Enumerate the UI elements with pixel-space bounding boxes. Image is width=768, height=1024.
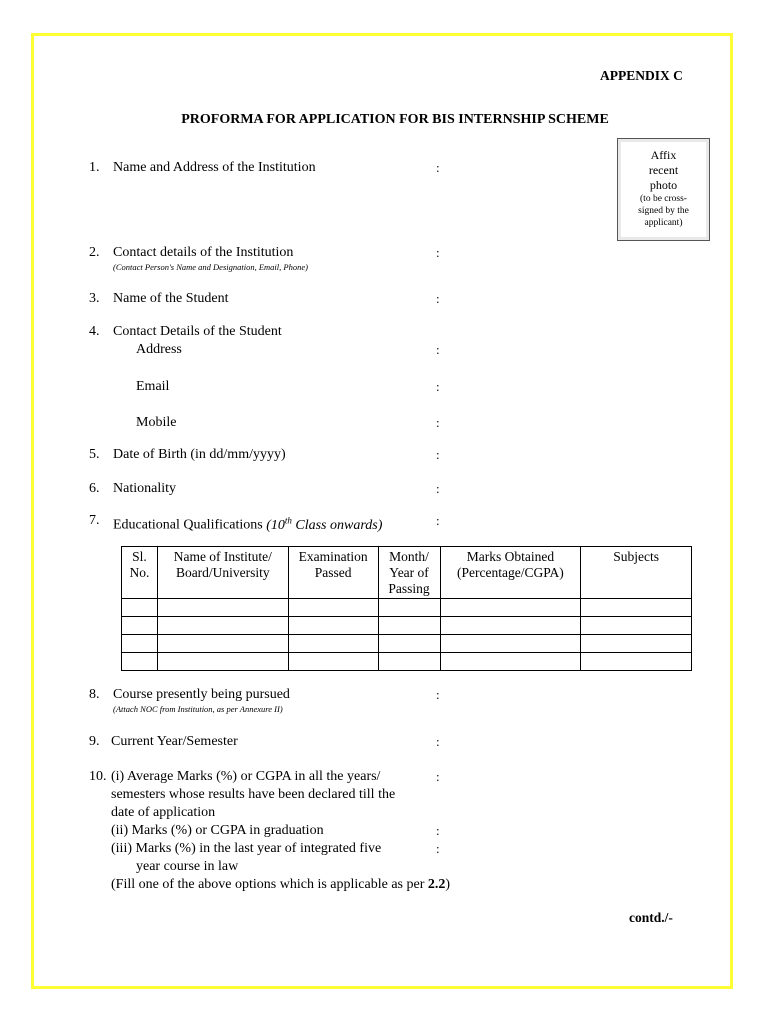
colon: :: [436, 734, 440, 749]
item-label: Course presently being pursued: [113, 687, 290, 702]
header-month-year: Month/ Year of Passing: [378, 547, 440, 599]
item-text: (iii) Marks (%) in the last year of integrated five: [111, 841, 382, 856]
sub-label: Email: [136, 379, 170, 394]
colon: :: [436, 687, 440, 702]
item-number: 7.: [89, 513, 100, 528]
colon: :: [436, 160, 440, 175]
item-label-italic: (10th Class onwards): [266, 515, 383, 533]
item-text: (i) Average Marks (%) or CGPA in all the years/: [111, 769, 381, 784]
photo-line: recent: [648, 163, 679, 177]
item-label: Contact Details of the Student: [113, 324, 282, 339]
header-institute: Name of Institute/ Board/University: [157, 547, 288, 599]
header-sl-no: Sl. No.: [122, 547, 158, 599]
photo-line: photo: [649, 178, 678, 192]
colon: :: [436, 841, 440, 856]
item-label: Name of the Student: [113, 291, 229, 306]
header-subjects: Subjects: [581, 547, 692, 599]
header-examination: Examination Passed: [288, 547, 378, 599]
photo-note: (to be cross-: [640, 194, 687, 204]
table-row: [122, 635, 692, 653]
colon: :: [436, 415, 440, 430]
item-label: Nationality: [113, 481, 176, 496]
sub-label: Address: [136, 342, 182, 357]
table-row: [122, 617, 692, 635]
item-label: Name and Address of the Institution: [113, 160, 316, 175]
table-row: [122, 599, 692, 617]
appendix-label: APPENDIX C: [600, 68, 683, 83]
item-number: 10.: [89, 769, 107, 784]
colon: :: [436, 769, 440, 784]
item-label: Date of Birth (in dd/mm/yyyy): [113, 447, 286, 462]
item-number: 6.: [89, 481, 100, 496]
photo-line: Affix: [650, 148, 677, 162]
item-text: year course in law: [136, 859, 239, 874]
colon: :: [436, 481, 440, 496]
item-number: 8.: [89, 687, 100, 702]
education-table: [121, 546, 692, 671]
item-label-wrap: [113, 512, 382, 534]
item-note: (Contact Person's Name and Designation, Email, Phone): [113, 262, 308, 272]
table-header-row: [122, 547, 692, 599]
item-note: (Attach NOC from Institution, as per Annexure II): [113, 704, 283, 714]
photo-note: signed by the: [638, 206, 689, 216]
photo-note: applicant): [644, 218, 683, 228]
header-marks: Marks Obtained (Percentage/CGPA): [440, 547, 581, 599]
sub-label: Mobile: [136, 415, 177, 430]
colon: :: [436, 342, 440, 357]
item-text: semesters whose results have been declared till the: [111, 787, 396, 802]
form-title: PROFORMA FOR APPLICATION FOR BIS INTERNSHIP SCHEME: [181, 112, 609, 127]
item-label: Educational Qualifications: [113, 517, 263, 533]
item-label: Contact details of the Institution: [113, 245, 294, 260]
continued-label: contd./-: [629, 910, 673, 925]
item-text: (ii) Marks (%) or CGPA in graduation: [111, 823, 324, 838]
item-number: 1.: [89, 160, 100, 175]
item-number: 5.: [89, 447, 100, 462]
colon: :: [436, 379, 440, 394]
colon: :: [436, 291, 440, 306]
table-row: [122, 653, 692, 671]
colon: :: [436, 513, 440, 528]
colon: :: [436, 447, 440, 462]
item-number: 4.: [89, 324, 100, 339]
photo-placeholder-box: [617, 138, 710, 241]
item-text: date of application: [111, 805, 216, 820]
colon: :: [436, 245, 440, 260]
item-number: 9.: [89, 734, 100, 749]
item-text: (Fill one of the above options which is applicable as per 2.2): [111, 877, 451, 892]
item-number: 3.: [89, 291, 100, 306]
colon: :: [436, 823, 440, 838]
item-label: Current Year/Semester: [111, 734, 238, 749]
item-number: 2.: [89, 245, 100, 260]
